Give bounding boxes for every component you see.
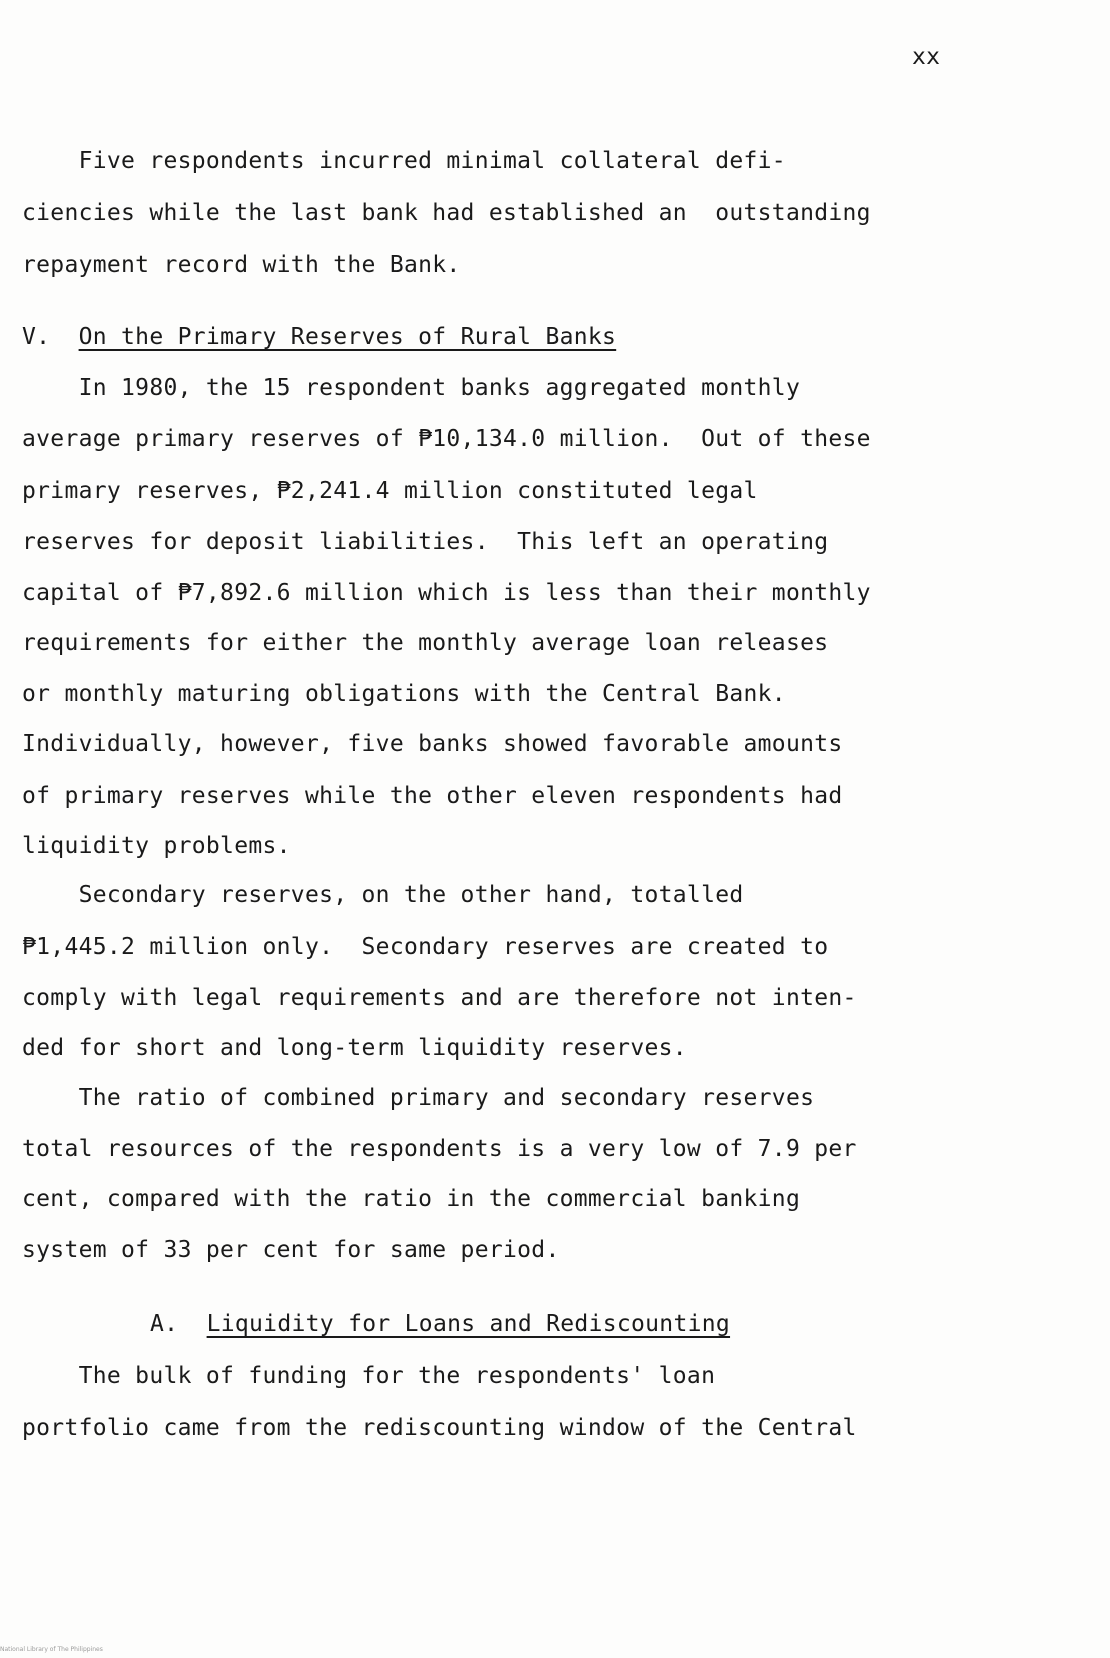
footer-attribution: National Library of The Philippines	[0, 1646, 103, 1653]
paragraph-5-line-1: The bulk of funding for the respondents' loan	[22, 1363, 716, 1389]
paragraph-1-line-2: ciencies while the last bank had established an outstanding	[22, 200, 871, 226]
paragraph-2-line-10: liquidity problems.	[22, 833, 291, 859]
paragraph-1-line-1: Five respondents incurred minimal collateral defi-	[22, 148, 786, 174]
paragraph-2-line-6: requirements for either the monthly average loan releases	[22, 630, 829, 656]
section-v-title: On the Primary Reserves of Rural Banks	[78, 324, 617, 350]
paragraph-3-line-2: ₱1,445.2 million only. Secondary reserves are created to	[22, 934, 829, 960]
subsection-a-heading	[150, 1310, 730, 1338]
paragraph-2-line-7: or monthly maturing obligations with the Central Bank.	[22, 681, 786, 707]
subsection-a-label: A.	[150, 1311, 179, 1337]
paragraph-3-line-4: ded for short and long-term liquidity reserves.	[22, 1035, 687, 1061]
paragraph-2-line-1: In 1980, the 15 respondent banks aggregated monthly	[22, 375, 801, 401]
paragraph-4-line-2: total resources of the respondents is a very low of 7.9 per	[22, 1136, 857, 1162]
paragraph-3-line-3: comply with legal requirements and are therefore not inten-	[22, 985, 857, 1011]
subsection-a-title: Liquidity for Loans and Rediscounting	[206, 1311, 731, 1337]
paragraph-3-line-1: Secondary reserves, on the other hand, totalled	[22, 882, 744, 908]
paragraph-4-line-4: system of 33 per cent for same period.	[22, 1237, 560, 1263]
paragraph-2-line-5: capital of ₱7,892.6 million which is less than their monthly	[22, 580, 871, 606]
paragraph-5-line-2: portfolio came from the rediscounting window of the Central	[22, 1415, 857, 1441]
paragraph-2-line-2: average primary reserves of ₱10,134.0 million. Out of these	[22, 426, 871, 452]
section-v-label: V.	[22, 324, 51, 350]
page-number: xx	[912, 44, 941, 70]
section-v-heading	[22, 323, 616, 351]
paragraph-2-line-3: primary reserves, ₱2,241.4 million constituted legal	[22, 478, 758, 504]
paragraph-4-line-3: cent, compared with the ratio in the commercial banking	[22, 1186, 801, 1212]
paragraph-4-line-1: The ratio of combined primary and secondary reserves	[22, 1085, 815, 1111]
paragraph-2-line-9: of primary reserves while the other eleven respondents had	[22, 783, 843, 809]
paragraph-2-line-8: Individually, however, five banks showed favorable amounts	[22, 731, 843, 757]
paragraph-2-line-4: reserves for deposit liabilities. This left an operating	[22, 529, 829, 555]
paragraph-1-line-3: repayment record with the Bank.	[22, 252, 461, 278]
